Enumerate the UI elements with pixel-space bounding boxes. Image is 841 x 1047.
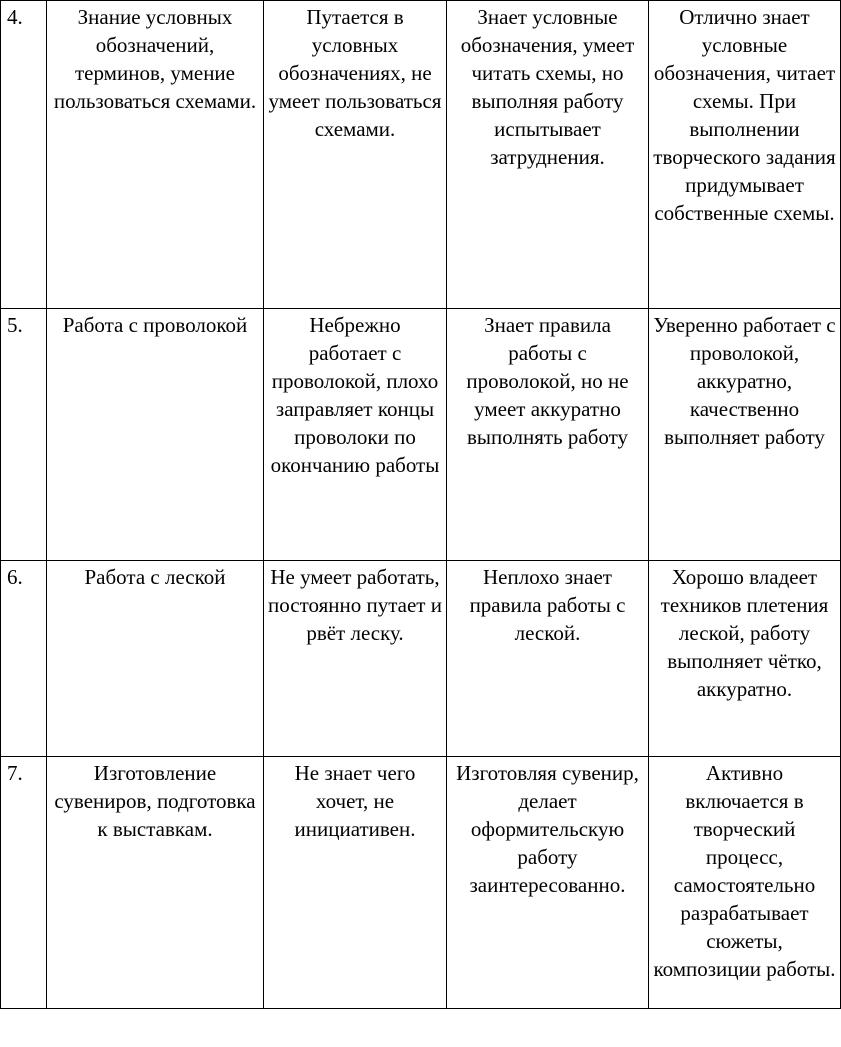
row-number: 6.	[1, 561, 47, 757]
medium-level-cell: Неплохо знает правила работы с леской.	[447, 561, 649, 757]
table-row	[1, 309, 841, 561]
criterion-cell: Знание условных обозначений, терминов, умение пользоваться схемами.	[47, 1, 264, 309]
medium-level-cell: Изготовляя сувенир, делает оформительскую работу заинтересованно.	[447, 757, 649, 1009]
row-number: 5.	[1, 309, 47, 561]
medium-level-cell: Знает условные обозначения, умеет читать схемы, но выполняя работу испытывает затруднения.	[447, 1, 649, 309]
criterion-cell: Изготовление сувениров, подготовка к выставкам.	[47, 757, 264, 1009]
table-row	[1, 757, 841, 1009]
row-number: 4.	[1, 1, 47, 309]
high-level-cell: Уверенно работает с проволокой, аккуратно, качественно выполняет работу	[649, 309, 841, 561]
high-level-cell: Отлично знает условные обозначения, читает схемы. При выполнении творческого задания придумывает собственные схемы.	[649, 1, 841, 309]
low-level-cell: Не умеет работать, постоянно путает и рвёт леску.	[264, 561, 447, 757]
criterion-cell: Работа с проволокой	[47, 309, 264, 561]
table-row	[1, 1, 841, 309]
high-level-cell: Активно включается в творческий процесс, самостоятельно разрабатывает сюжеты, композиции работы.	[649, 757, 841, 1009]
row-number: 7.	[1, 757, 47, 1009]
medium-level-cell: Знает правила работы с проволокой, но не умеет аккуратно выполнять работу	[447, 309, 649, 561]
criterion-cell: Работа с леской	[47, 561, 264, 757]
high-level-cell: Хорошо владеет техников плетения леской, работу выполняет чётко, аккуратно.	[649, 561, 841, 757]
low-level-cell: Небрежно работает с проволокой, плохо заправляет концы проволоки по окончанию работы	[264, 309, 447, 561]
low-level-cell: Не знает чего хочет, не инициативен.	[264, 757, 447, 1009]
low-level-cell: Путается в условных обозначениях, не умеет пользоваться схемами.	[264, 1, 447, 309]
table-row	[1, 561, 841, 757]
